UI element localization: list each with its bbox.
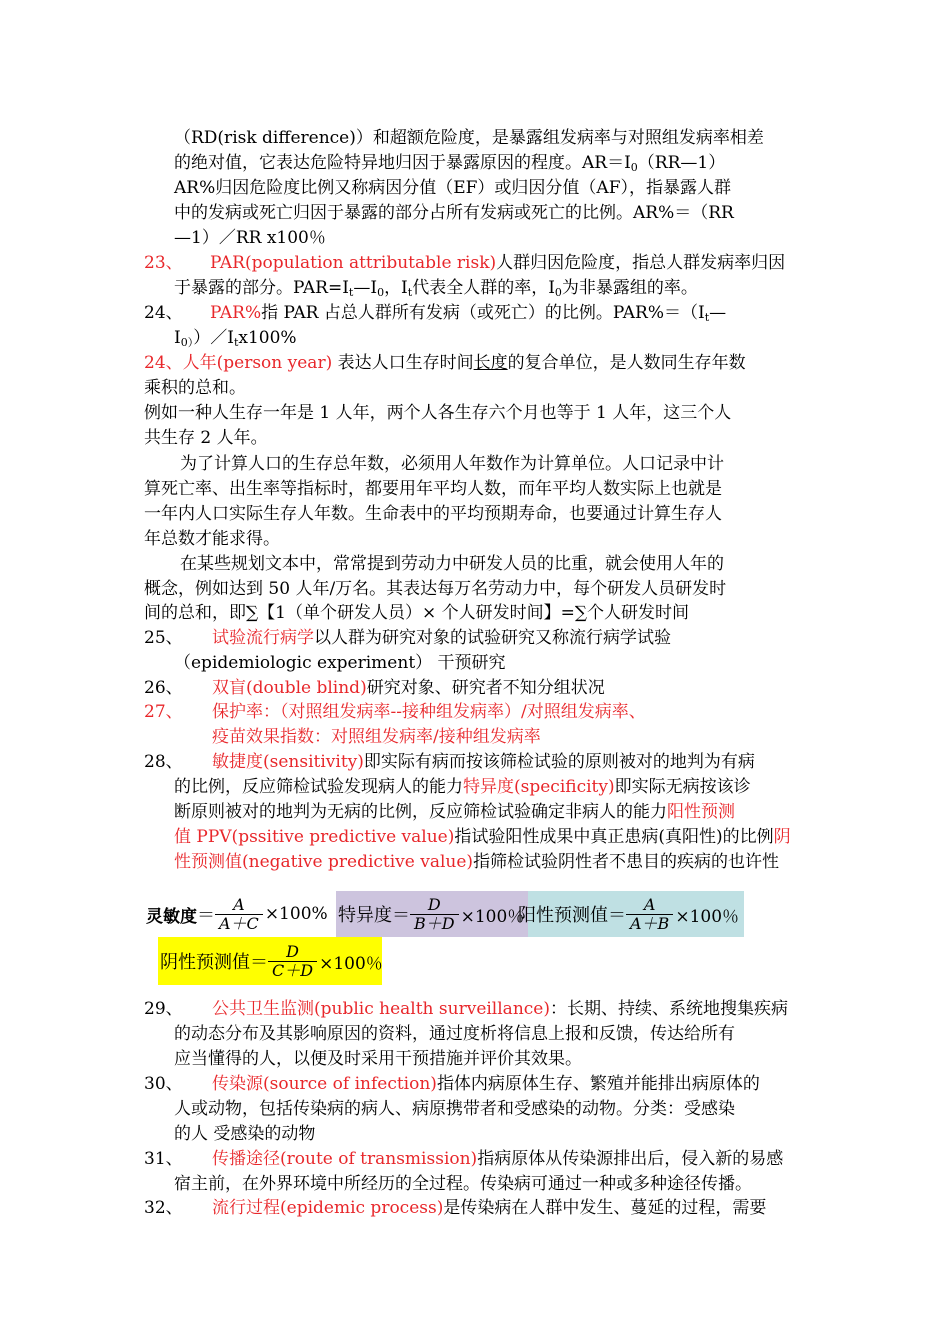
npv-formula: 阴性预测值 ＝ $\frac{D}{C+D}$ ×100％: [158, 937, 382, 985]
text-line: —1）／RR x100％: [174, 228, 326, 248]
text-line: 断原则被对的地判为无病的比例，反应筛检试验确定非病人的能力阳性预测: [174, 802, 735, 822]
item-28: 28、 敏捷度(sensitivity)即实际有病而按该筛检试验的原则被对的地判为有病: [144, 752, 755, 772]
text-line: （RD(risk difference)）和超额危险度，是暴露组发病率与对照组发病率相差: [174, 128, 764, 148]
item-27: 27、 保护率：（对照组发病率--接种组发病率）/对照组发病率、: [144, 702, 646, 722]
text-line: 于暴露的部分。$PAR=I_t—I_0$，$I_t$代表全人群的率，$I_0$为非暴露组的率。: [174, 278, 698, 299]
text-line: $I_{0)})/I_tx100\%$: [174, 328, 297, 349]
item-23: 23、 PAR(population attributable risk)人群归因危险度，指总人群发病率归因: [144, 253, 786, 273]
text-line: 人或动物，包括传染病的病人、病原携带者和受感染的动物。分类：受感染: [174, 1099, 735, 1119]
text-line: 间的总和，即∑【1（单个研发人员）× 个人研发时间】=∑个人研发时间: [144, 603, 689, 623]
text-line: 例如一种人生存一年是 1 人年，两个人各生存六个月也等于 1 人年，这三个人: [144, 403, 732, 423]
text-line: AR%归因危险度比例又称病因分值（EF）或归因分值（AF），指暴露人群: [174, 178, 732, 198]
text-line: 疫苗效果指数：对照组发病率/接种组发病率: [212, 727, 541, 747]
text-line: 宿主前，在外界环境中所经历的全过程。传染病可通过一种或多种途径传播。: [174, 1174, 752, 1194]
item-29: 29、 公共卫生监测(public health surveillance)：长期、持续、系统地搜集疾病: [144, 999, 788, 1019]
text-line: 在某些规划文本中，常常提到劳动力中研发人员的比重，就会使用人年的: [180, 554, 724, 574]
text-line: （epidemiologic experiment） 干预研究: [174, 653, 506, 673]
item-31: 31、 传播途径(route of transmission)指病原体从传染源排出后，侵入新的易感: [144, 1149, 784, 1169]
sensitivity-formula: 灵敏度 ＝ $\frac{A}{A+C}$ ×100%: [146, 894, 328, 933]
text-line: 的动态分布及其影响原因的资料，通过度析将信息上报和反馈，传达给所有: [174, 1024, 735, 1044]
item-32: 32、 流行过程(epidemic process)是传染病在人群中发生、蔓延的过程，需要: [144, 1198, 767, 1218]
text-line: 概念，例如达到 50 人年/万名。其表达每万名劳动力中，每个研发人员研发时: [144, 579, 727, 599]
text-line: 值 PPV(pssitive predictive value)指试验阳性成果中真正患病(真阳性)的比例阴: [174, 827, 791, 847]
specificity-formula: 特异度 ＝ $\frac{D}{B+D}$ ×100％: [336, 891, 528, 937]
text-line: 为了计算人口的生存总年数，必须用人年数作为计算单位。人口记录中计: [180, 454, 724, 474]
text-line: 性预测值(negative predictive value)指筛检试验阴性者不患目的疾病的也许性: [174, 852, 780, 872]
text-line: 共生存 2 人年。: [144, 428, 268, 448]
item-24-person-year: 24、人年(person year) 表达人口生存时间长度的复合单位，是人数同生存年数: [144, 353, 746, 373]
item-25: 25、 试验流行病学以人群为研究对象的试验研究又称流行病学试验: [144, 628, 671, 648]
text-line: 一年内人口实际生存人年数。生命表中的平均预期寿命，也要通过计算生存人: [144, 504, 722, 524]
text-line: 应当懂得的人，以便及时采用干预措施并评价其效果。: [174, 1049, 582, 1069]
text-line: 的人 受感染的动物: [174, 1124, 316, 1144]
item-24: 24、 PAR%指 PAR 占总人群所有发病（或死亡）的比例。$PAR\%=(I_t—$: [144, 303, 727, 324]
text-line: 的比例，反应筛检试验发现病人的能力特异度(specificity)即实际无病按该诊: [174, 777, 751, 797]
text-line: 中的发病或死亡归因于暴露的部分占所有发病或死亡的比例。AR%＝（RR: [174, 203, 734, 223]
text-line: 年总数才能求得。: [144, 529, 280, 549]
text-line: 乘积的总和。: [144, 378, 246, 398]
ppv-formula: 阳性预测值 ＝ $\frac{A}{A+B}$ ×100％: [528, 891, 744, 937]
text-line: 的绝对值，它表达危险特异地归因于暴露原因的程度。$AR=I_0(RR—1)$: [174, 153, 726, 174]
item-26: 26、 双盲(double blind)研究对象、研究者不知分组状况: [144, 678, 605, 698]
text-line: 算死亡率、出生率等指标时，都要用年平均人数，而年平均人数实际上也就是: [144, 479, 722, 499]
item-30: 30、 传染源(source of infection)指体内病原体生存、繁殖并能排出病原体的: [144, 1074, 760, 1094]
